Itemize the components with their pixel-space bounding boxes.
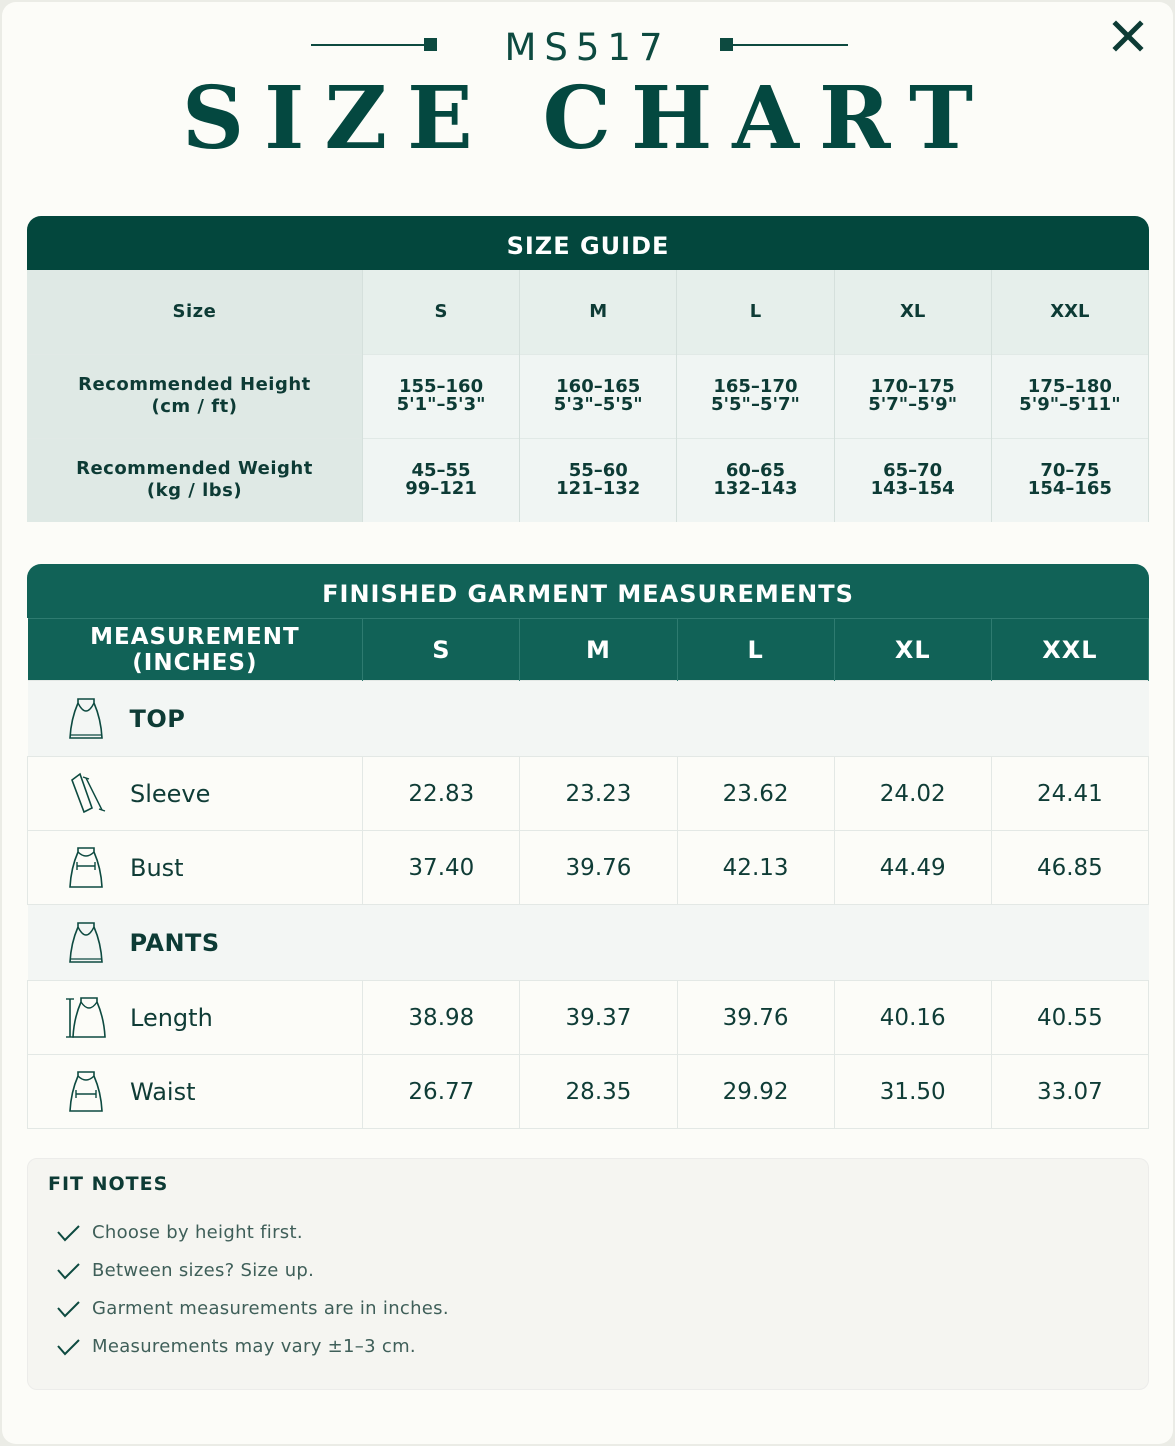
measurement-value: 44.49 — [834, 831, 991, 905]
height-cm: 155–160 — [398, 376, 484, 397]
category-row-top — [28, 681, 1149, 757]
weight-label — [27, 438, 362, 522]
check-icon — [54, 1220, 82, 1244]
height-ft: 5'5"–5'7" — [711, 394, 800, 415]
height-cm: 160–165 — [556, 376, 641, 397]
category-label: PANTS — [129, 928, 220, 957]
measurement-name: Length — [130, 1003, 213, 1032]
category-cell — [28, 681, 1149, 757]
weight-kg: 70–75 — [1040, 460, 1100, 482]
measurements-banner: FINISHED GARMENT MEASUREMENTS — [27, 564, 1149, 618]
height-ft: 5'7"–5'9" — [868, 394, 958, 415]
measurement-value: 22.83 — [363, 757, 520, 831]
measurement-value: 29.92 — [677, 1055, 834, 1129]
measurement-value: 39.37 — [520, 981, 677, 1055]
row-label-cell — [28, 1055, 363, 1129]
measurement-value: 23.62 — [677, 757, 834, 831]
measurement-name: Sleeve — [130, 779, 211, 808]
size-column-header: M — [520, 619, 677, 681]
size-column-header: L — [677, 270, 834, 354]
size-column-header: L — [677, 619, 834, 681]
size-column-header: M — [520, 270, 677, 354]
size-column-header: XL — [834, 619, 991, 681]
measurement-value: 39.76 — [520, 831, 677, 905]
top-garment-icon — [58, 696, 114, 742]
length-icon — [58, 995, 114, 1041]
size-column-header: S — [363, 619, 520, 681]
table-row — [28, 831, 1149, 905]
product-code-row — [2, 28, 1173, 68]
size-chart-page — [2, 2, 1173, 1444]
size-column-header: S — [362, 270, 519, 354]
weight-lbs: 143–154 — [870, 478, 955, 500]
weight-cell — [520, 438, 677, 522]
measurements-header-row — [28, 619, 1149, 681]
measurement-value: 40.16 — [834, 981, 991, 1055]
page-title: SIZE CHART — [182, 68, 993, 169]
fit-note-text: Choose by height first. — [92, 1221, 303, 1243]
height-cell — [520, 354, 677, 438]
measurement-value: 26.77 — [363, 1055, 520, 1129]
product-code: MS517 — [504, 26, 671, 69]
height-ft: 5'1"–5'3" — [396, 394, 486, 415]
height-cm: 165–170 — [713, 376, 798, 397]
row-label-cell — [28, 831, 363, 905]
category-row-pants — [28, 905, 1149, 981]
size-label: Size — [27, 270, 362, 354]
height-label-line2: (cm / ft) — [151, 396, 238, 417]
height-label — [27, 354, 362, 438]
check-icon — [54, 1334, 82, 1358]
weight-cell — [991, 438, 1148, 522]
fit-notes-title: FIT NOTES — [48, 1173, 169, 1195]
measurement-value: 24.02 — [834, 757, 991, 831]
check-icon — [54, 1258, 82, 1282]
measurement-value: 37.40 — [363, 831, 520, 905]
height-cell — [991, 354, 1148, 438]
measurement-value: 31.50 — [834, 1055, 991, 1129]
height-cm: 170–175 — [870, 376, 955, 397]
height-ft: 5'9"–5'11" — [1019, 394, 1121, 415]
measurements-table — [27, 618, 1149, 1129]
height-cell — [834, 354, 991, 438]
bust-icon — [58, 845, 114, 891]
table-row — [28, 981, 1149, 1055]
fit-note-text: Measurements may vary ±1–3 cm. — [92, 1335, 416, 1357]
weight-kg: 45–55 — [411, 460, 471, 482]
weight-lbs: 99–121 — [405, 478, 477, 500]
weight-lbs: 121–132 — [556, 478, 641, 500]
measurement-value: 40.55 — [991, 981, 1148, 1055]
height-row — [27, 354, 1149, 438]
size-guide-table — [27, 270, 1149, 522]
measurement-value: 46.85 — [991, 831, 1148, 905]
size-guide-section — [27, 216, 1149, 522]
fit-notes-panel — [27, 1158, 1149, 1390]
table-row — [28, 757, 1149, 831]
list-item — [54, 1293, 449, 1323]
weight-row — [27, 438, 1149, 522]
check-icon — [54, 1296, 82, 1320]
measurement-name: Bust — [130, 853, 184, 882]
measurement-value: 42.13 — [677, 831, 834, 905]
weight-kg: 60–65 — [725, 460, 785, 482]
measurement-value: 38.98 — [363, 981, 520, 1055]
measurement-value: 28.35 — [520, 1055, 677, 1129]
list-item — [54, 1217, 303, 1247]
measurement-header-line2: (INCHES) — [132, 649, 258, 676]
height-cm: 175–180 — [1027, 376, 1112, 397]
table-row — [28, 1055, 1149, 1129]
weight-label-line2: (kg / lbs) — [146, 480, 243, 502]
weight-label-line1: Recommended Weight — [76, 458, 313, 480]
weight-cell — [362, 438, 519, 522]
size-column-header: XXL — [991, 270, 1148, 354]
list-item — [54, 1331, 416, 1361]
measurement-value: 23.23 — [520, 757, 677, 831]
list-item — [54, 1255, 314, 1285]
measurement-value: 24.41 — [991, 757, 1148, 831]
weight-kg: 55–60 — [568, 460, 628, 482]
measurement-value: 39.76 — [677, 981, 834, 1055]
decorative-line-right — [726, 44, 848, 46]
measurement-name: Waist — [130, 1077, 196, 1106]
weight-lbs: 132–143 — [713, 478, 798, 500]
row-label-cell — [28, 757, 363, 831]
close-button[interactable] — [1108, 16, 1148, 56]
measurement-header-line1: MEASUREMENT — [90, 623, 300, 650]
height-ft: 5'3"–5'5" — [553, 394, 643, 415]
size-guide-header-row — [27, 270, 1149, 354]
measurements-section — [27, 564, 1149, 1129]
height-cell — [677, 354, 834, 438]
category-label: TOP — [129, 704, 186, 733]
weight-kg: 65–70 — [883, 460, 943, 482]
height-cell — [362, 354, 519, 438]
close-icon — [1108, 16, 1148, 56]
row-label-cell — [28, 981, 363, 1055]
pants-garment-icon — [58, 920, 114, 966]
sleeve-icon — [58, 771, 114, 817]
waist-icon — [58, 1069, 114, 1115]
size-column-header: XL — [834, 270, 991, 354]
category-cell — [28, 905, 1149, 981]
height-label-line1: Recommended Height — [78, 374, 311, 395]
measurement-column-header — [28, 619, 363, 681]
fit-note-text: Between sizes? Size up. — [92, 1259, 315, 1281]
size-column-header: XXL — [991, 619, 1148, 681]
weight-cell — [677, 438, 834, 522]
size-guide-banner: SIZE GUIDE — [27, 216, 1149, 270]
weight-lbs: 154–165 — [1027, 478, 1112, 500]
fit-note-text: Garment measurements are in inches. — [92, 1297, 449, 1319]
weight-cell — [834, 438, 991, 522]
measurement-value: 33.07 — [991, 1055, 1148, 1129]
